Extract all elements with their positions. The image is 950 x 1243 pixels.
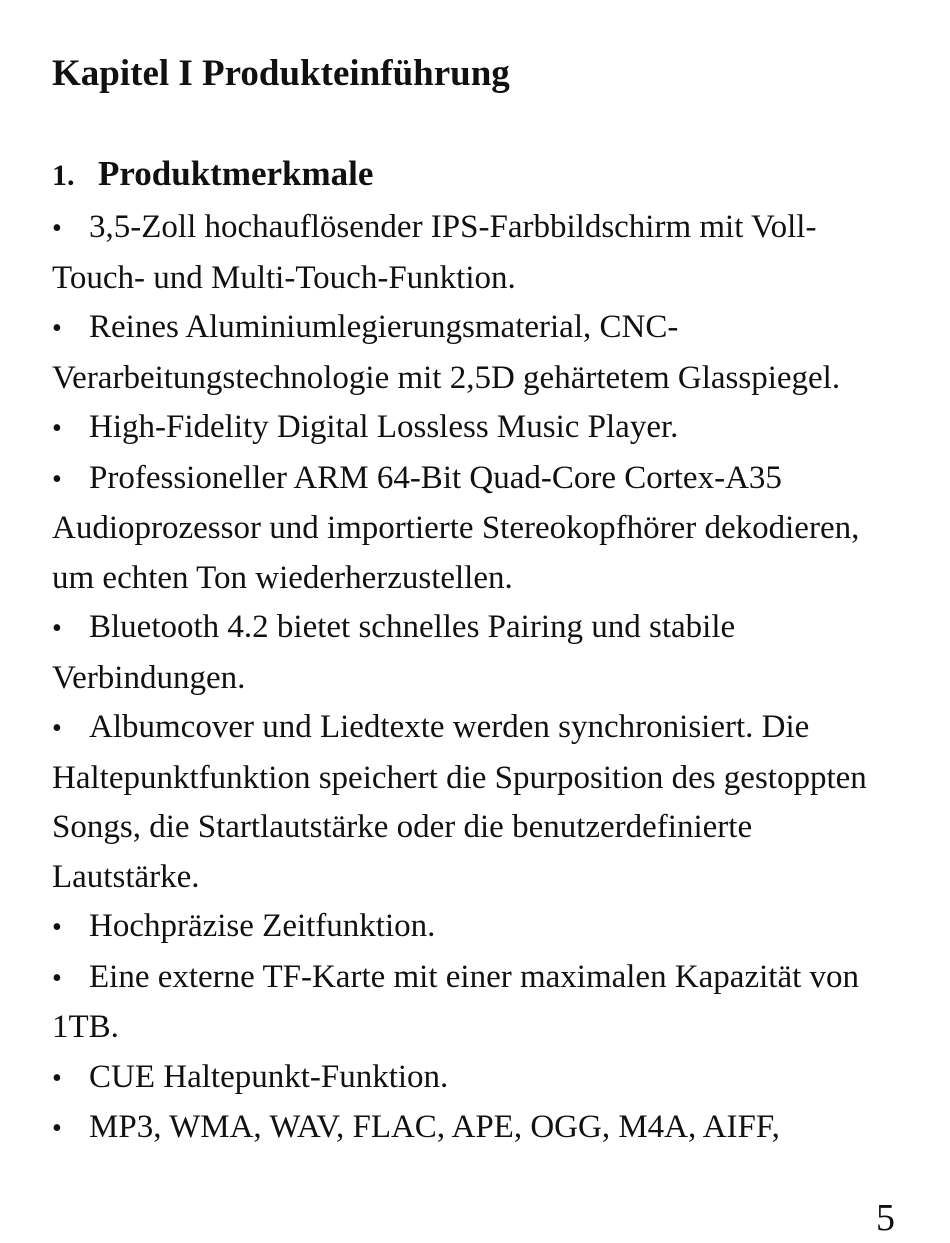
bullet-icon: •	[52, 962, 62, 994]
feature-item	[52, 303, 902, 403]
bullet-icon: •	[52, 613, 62, 644]
feature-text: High-Fidelity Digital Lossless Music Player.	[89, 409, 679, 445]
feature-list	[52, 203, 902, 1154]
section-number: 1.	[52, 159, 75, 192]
feature-item	[52, 953, 902, 1053]
bullet-icon: •	[52, 713, 62, 744]
feature-item	[52, 603, 902, 703]
feature-text: Eine externe TF-Karte mit einer maximalen Kapazität von 1TB.	[52, 958, 860, 1045]
feature-item	[52, 1103, 902, 1154]
feature-text: Hochpräzise Zeitfunktion.	[89, 908, 436, 944]
feature-text: Bluetooth 4.2 bietet schnelles Pairing und stabile Verbindungen.	[52, 609, 736, 696]
bullet-icon: •	[52, 463, 62, 495]
feature-text: Reines Aluminiumlegierungsmaterial, CNC-Verarbeitungstechnologie mit 2,5D gehärtetem Glasspiegel.	[52, 309, 841, 396]
bullet-icon: •	[52, 213, 62, 244]
bullet-icon: •	[52, 912, 62, 943]
feature-item	[52, 203, 902, 303]
section-heading	[52, 154, 373, 194]
feature-item	[52, 1053, 902, 1104]
bullet-icon: •	[52, 313, 62, 344]
feature-item	[52, 703, 902, 902]
feature-text: MP3, WMA, WAV, FLAC, APE, OGG, M4A, AIFF,	[89, 1109, 780, 1145]
feature-text: Professioneller ARM 64-Bit Quad-Core Cortex-A35 Audioprozessor und importierte Stereokopfhörer dekodieren, um echten Ton wiederherzustellen.	[52, 459, 860, 596]
bullet-icon: •	[52, 1113, 62, 1144]
feature-item	[52, 403, 902, 454]
feature-text: Albumcover und Liedtexte werden synchronisiert. Die Haltepunktfunktion speichert die Spurposition des gestoppten Songs, die Startlautstärke oder die benutzerdefinierte Lautstärke.	[52, 709, 867, 895]
section-title: Produktmerkmale	[98, 154, 374, 193]
bullet-icon: •	[52, 1062, 62, 1094]
bullet-icon: •	[52, 413, 62, 444]
chapter-title: Kapitel I Produkteinführung	[52, 53, 510, 94]
feature-text: 3,5-Zoll hochauflösender IPS-Farbbildschirm mit Voll-Touch- und Multi-Touch-Funktion.	[52, 209, 817, 296]
page-number: 5	[876, 1197, 895, 1239]
feature-item	[52, 902, 902, 953]
feature-item	[52, 454, 902, 604]
feature-text: CUE Haltepunkt-Funktion.	[89, 1058, 449, 1095]
